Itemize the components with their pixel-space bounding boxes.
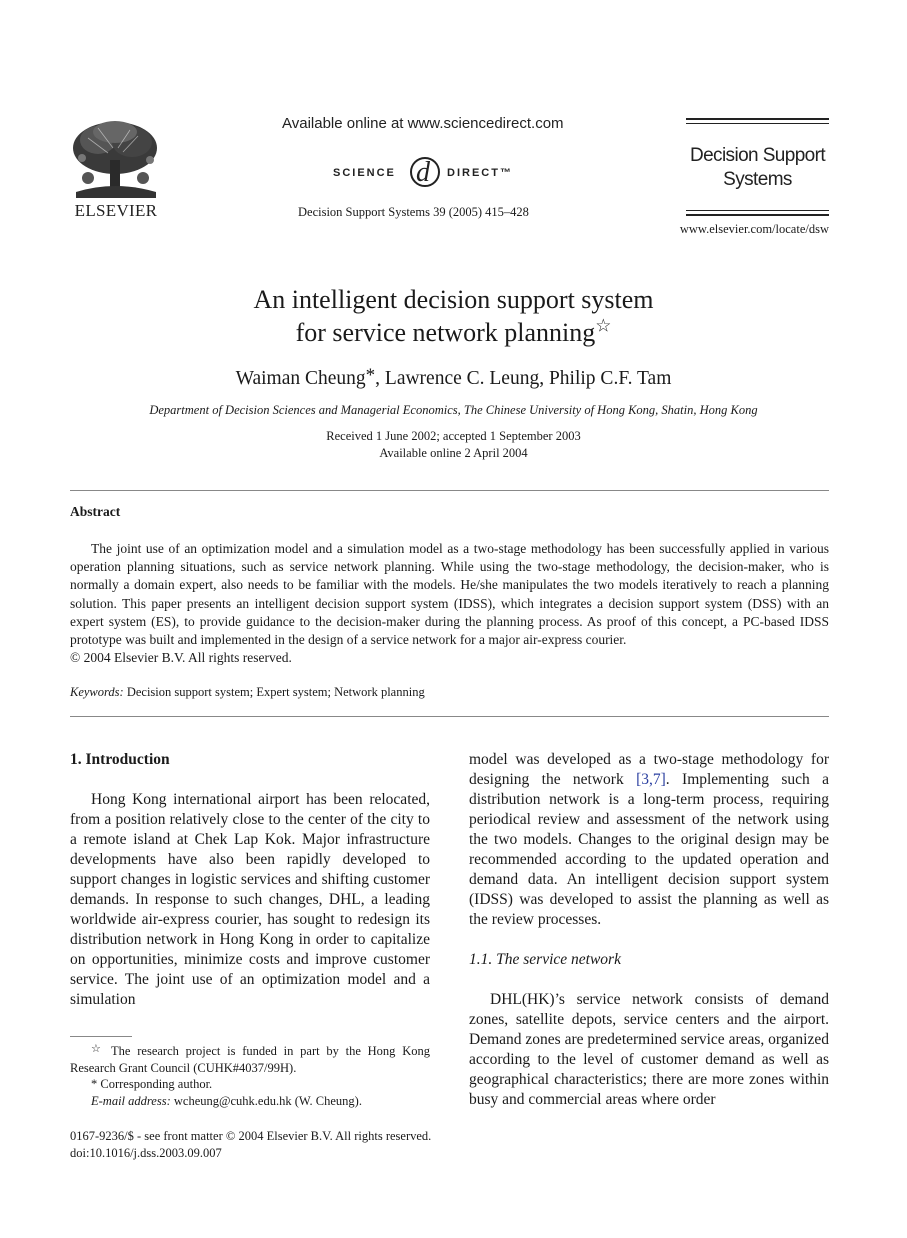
- article-dates: [0, 428, 907, 462]
- svg-text:d: d: [416, 157, 430, 188]
- divider-top: [70, 490, 829, 491]
- funding-footnote-mark: ☆: [91, 1043, 105, 1055]
- doi-link[interactable]: doi:10.1016/j.dss.2003.09.007: [70, 1145, 222, 1160]
- funding-footnote-text: The research project is funded in part by the Hong Kong Research Grant Council (CUHK#4037/99H).: [70, 1044, 430, 1075]
- keywords: [70, 685, 425, 700]
- service-network-paragraph: DHL(HK)’s service network consists of demand zones, satellite depots, service centers and the airport. Demand zones are predetermined service areas, organized according to the level of customer demand as well as geographical characteristics; there are more zones within busy and commercial areas where order: [469, 991, 829, 1108]
- keywords-list: Decision support system; Expert system; Network planning: [126, 685, 425, 699]
- journal-url-link[interactable]: www.elsevier.com/locate/dsw: [679, 222, 829, 236]
- author-name: Waiman Cheung: [235, 368, 366, 389]
- sd-logo-left-text: SCIENCE: [333, 167, 396, 179]
- email-footnote: [70, 1093, 430, 1110]
- available-date: Available online 2 April 2004: [379, 446, 528, 460]
- abstract-body: [70, 540, 829, 667]
- journal-name: [686, 144, 829, 192]
- body-right-column: [469, 750, 829, 1110]
- introduction-paragraph: Hong Kong international airport has been relocated, from a position relatively close to the center of the city to a remote island at Chek Lap Kok. Major infrastructure developments have also been rapidly developed to support changes in logistic services and shifting customer demands. In response to such changes, DHL, a leading worldwide air-express courier, has sought to redesign its distribution network in Hong Kong in order to capitalize on opportunities, minimize costs and improve customer service. The joint use of an optimization model and a simulation: [70, 791, 430, 1008]
- abstract-text: The joint use of an optimization model and a simulation model as a two-stage methodology has been successfully applied in various operation planning situations, such as service network planning. While using the two-stage methodology, the decision-maker, who is normally a domain expert, also needs to be familiar with the models. He/she manipulates the two models iteratively to reach a planning solution. This paper presents an intelligent decision support system (IDSS), which integrates a decision support system (DSS) with an expert system (ES), to provide guidance to the decision-maker during the planning process. As proof of this concept, a PC-based IDSS prototype was built and implemented in the design of a service network for a major air-express courier.: [70, 541, 829, 648]
- sciencedirect-logo: [333, 152, 518, 192]
- coauthor-names: , Lawrence C. Leung, Philip C.F. Tam: [375, 368, 672, 389]
- article-title: [0, 283, 907, 349]
- issn-line: 0167-9236/$ - see front matter © 2004 Elsevier B.V. All rights reserved.: [70, 1129, 432, 1143]
- abstract-copyright: © 2004 Elsevier B.V. All rights reserved.: [70, 650, 292, 666]
- subsection-heading-service-network: 1.1. The service network: [469, 951, 621, 968]
- abstract-heading: Abstract: [70, 504, 121, 519]
- para-cont-b: . Implementing such a distribution network is a long-term process, requiring periodical review and assessment of the network using the two models. Changes to the original design may be recommended according to the updated operation and demand data. An intelligent decision support system (IDSS) was developed to assist the planning as well as the review processes.: [469, 771, 829, 928]
- para-cont-a: model was developed as a two-stage methodology for designing the network: [469, 751, 829, 788]
- sd-logo-right-text: DIRECT™: [447, 167, 513, 179]
- journal-name-line1: Decision Support: [689, 145, 826, 166]
- title-footnote-mark[interactable]: ☆: [595, 315, 612, 336]
- email-label: E-mail address:: [91, 1093, 171, 1108]
- journal-citation: Decision Support Systems 39 (2005) 415–428: [298, 205, 529, 219]
- received-date: Received 1 June 2002; accepted 1 September 2003: [326, 429, 581, 443]
- footnotes: [70, 1041, 430, 1109]
- journal-name-line2: Systems: [723, 169, 792, 190]
- section-heading-introduction: 1. Introduction: [70, 751, 170, 768]
- author-list: [0, 365, 907, 390]
- corresponding-author-mark[interactable]: *: [365, 365, 376, 386]
- corresponding-author-footnote: * Corresponding author.: [91, 1077, 213, 1091]
- divider-bottom: [70, 716, 829, 717]
- footer-copyright: [70, 1128, 431, 1161]
- body-left-column: [70, 750, 430, 1010]
- affiliation: Department of Decision Sciences and Managerial Economics, The Chinese University of Hong Kong, Shatin, Hong Kong: [149, 403, 758, 417]
- introduction-paragraph-continued: [469, 750, 829, 930]
- keywords-label: Keywords:: [70, 685, 124, 699]
- footnote-divider: [70, 1036, 132, 1037]
- title-line1: An intelligent decision support system: [253, 285, 654, 314]
- email-address-link[interactable]: wcheung@cuhk.edu.hk (W. Cheung).: [173, 1093, 362, 1108]
- elsevier-wordmark: ELSEVIER: [74, 201, 158, 220]
- available-online-text: Available online at www.sciencedirect.com: [282, 115, 564, 132]
- citation-link[interactable]: [3,7]: [636, 771, 666, 788]
- title-line2: for service network planning: [295, 318, 596, 347]
- journal-name-box: [686, 118, 829, 218]
- funding-footnote: [70, 1041, 430, 1076]
